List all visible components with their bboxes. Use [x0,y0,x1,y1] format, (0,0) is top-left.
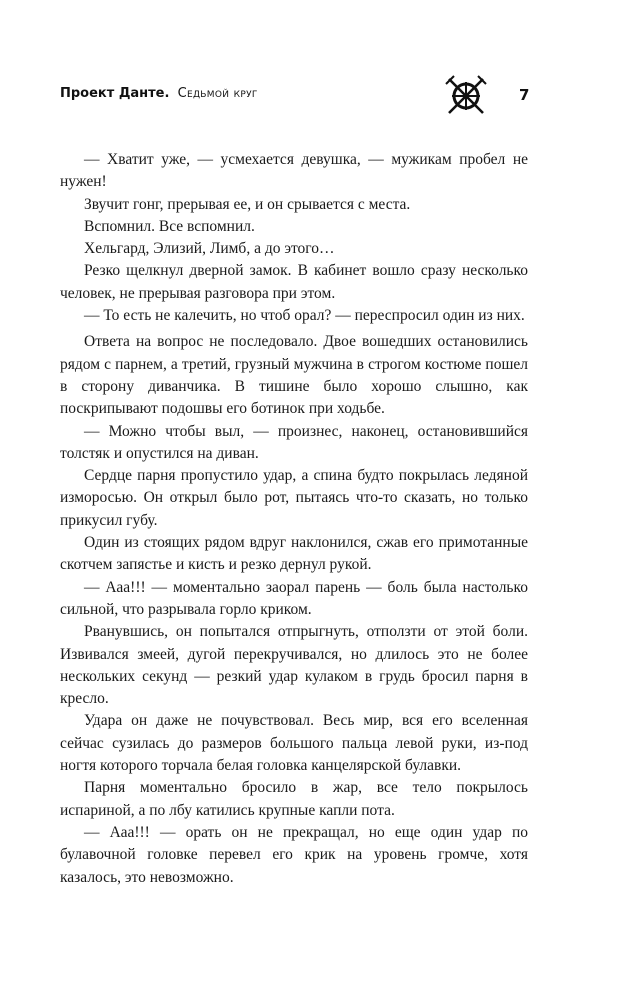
book-title: Проект Данте. [60,86,170,101]
paragraph: — Можно чтобы выл, — произнес, наконец, остановившийся толстяк и опустился на диван. [60,422,528,462]
paragraph: Звучит гонг, прерывая ее, и он срывается с места. [84,195,411,213]
running-header [60,86,258,101]
paragraph: Удара он даже не почувствовал. Весь мир, вся его вселенная сейчас сузилась до размеров большого пальца левой руки, из-под ногтя которого торчала белая головка канцелярской булавки. [60,712,528,775]
paragraph: Парня моментально бросило в жар, все тело покрылось испариной, а по лбу катились крупные капли пота. [60,779,528,819]
paragraph: Хельгард, Элизий, Лимб, а до этого… [84,240,335,258]
paragraph: Сердце парня пропустило удар, а спина будто покрылась ледяной изморосью. Он открыл было рот, пытаясь что-то сказать, но только прикусил губу. [60,467,528,529]
circle-crossed-swords-icon [441,68,491,118]
paragraph: Вспомнил. Все вспомнил. [84,217,255,235]
chapter-title: Седьмой круг [177,86,258,101]
paragraph: — То есть не калечить, но чтоб орал? — переспросил один из них. [84,307,525,325]
paragraph: Резко щелкнул дверной замок. В кабинет вошло сразу несколько человек, не прерывая разговора при этом. [60,262,528,302]
paragraph: — Ааа!!! — моментально заорал парень — боль была настолько сильной, что разрывала горло криком. [60,578,528,618]
paragraph: Ответа на вопрос не последовало. Двое вошедших остановились рядом с парнем, а третий, грузный мужчина в строгом костюме пошел в сторону диванчика. В тишине было хорошо слышно, как поскрипывают подошвы его ботинок при ходьбе. [60,333,528,418]
paragraph: Рванувшись, он попытался отпрыгнуть, отползти от этой боли. Извивался змеей, дугой перекручивался, но длилось это не более нескольких секунд — резкий удар кулаком в грудь бросил парня в кресло. [60,623,528,708]
paragraph: — Ааа!!! — орать он не прекращал, но еще один удар по булавочной головке перевел его крик на уровень громче, хотя казалось, это невозможно. [60,823,528,886]
paragraph: — Хватит уже, — усмехается девушка, — мужикам пробел не нужен! [60,151,528,191]
page-number: 7 [519,86,530,104]
paragraph: Один из стоящих рядом вдруг наклонился, сжав его примотанные скотчем запястье и кисть и резко дернул рукой. [60,534,528,574]
body-text [60,149,528,889]
